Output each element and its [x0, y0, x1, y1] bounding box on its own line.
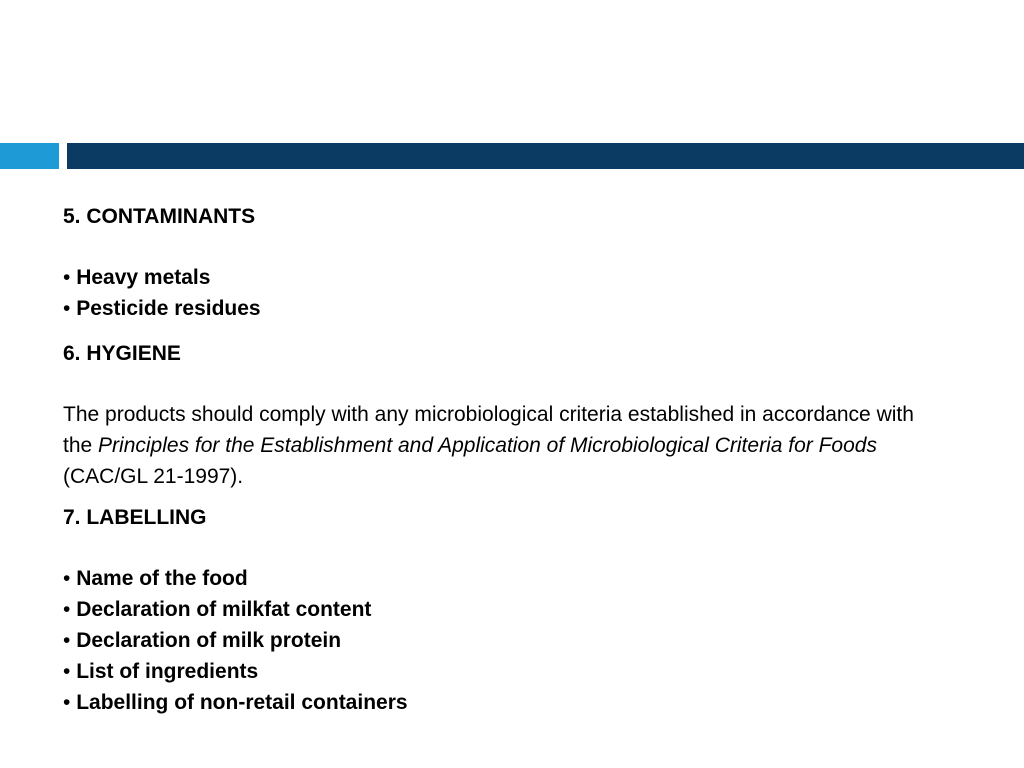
list-item-text: Declaration of milk protein: [76, 629, 342, 652]
section-heading-hygiene: 6. HYGIENE: [63, 342, 181, 365]
bullet-glyph: •: [63, 297, 77, 320]
paragraph-text: The products should comply with any microbiological criteria established in accordance with the: [63, 403, 914, 457]
section-heading-labelling: 7. LABELLING: [63, 506, 207, 529]
hygiene-paragraph: [63, 399, 943, 492]
bullet-glyph: •: [63, 629, 77, 652]
list-item-text: Pesticide residues: [76, 297, 261, 320]
bullet-glyph: •: [63, 567, 77, 590]
list-item: [63, 625, 341, 656]
list-item-text: Labelling of non-retail containers: [76, 691, 408, 714]
list-item: [63, 262, 210, 293]
bullet-glyph: •: [63, 598, 77, 621]
list-item: [63, 563, 248, 594]
bullet-glyph: •: [63, 266, 77, 289]
list-item-text: List of ingredients: [76, 660, 259, 683]
list-item: [63, 656, 258, 687]
list-item-text: Name of the food: [76, 567, 248, 590]
bullet-glyph: •: [63, 691, 77, 714]
list-item: [63, 687, 408, 718]
section-heading-contaminants: 5. CONTAMINANTS: [63, 205, 256, 228]
list-item: [63, 293, 261, 324]
list-item: [63, 594, 371, 625]
list-item-text: Heavy metals: [76, 266, 211, 289]
paragraph-text-end: (CAC/GL 21-1997).: [63, 465, 244, 488]
bullet-glyph: •: [63, 660, 77, 683]
paragraph-italic-reference: Principles for the Establishment and Application of Microbiological Criteria for Foods: [98, 434, 877, 457]
list-item-text: Declaration of milkfat content: [76, 598, 372, 621]
header-accent-bar-dark: [67, 143, 1024, 169]
header-accent-bar-light: [0, 143, 59, 169]
